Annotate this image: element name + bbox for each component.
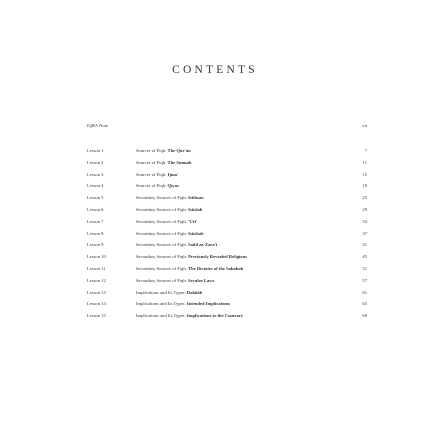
lesson-title-main: The Dictates of the Sahabah (188, 266, 244, 271)
lesson-title-prefix: Secondary Sources of Fiqh: (136, 207, 189, 212)
lesson-title-main: 'Urf (188, 218, 197, 224)
lesson-title-prefix: Secondary Sources of Fiqh: (136, 242, 189, 248)
lesson-title (136, 145, 191, 157)
lesson-page-number: 11 (362, 159, 367, 165)
lesson-page-number: 57 (362, 277, 367, 283)
lesson-number: Lesson 3 (87, 171, 104, 177)
lesson-title-main: Sadd az-Zara'i (188, 242, 218, 248)
lesson-title-main: Istislah (188, 207, 203, 212)
lesson-number: Lesson 14 (87, 301, 106, 307)
lesson-title (136, 287, 202, 299)
lesson-title (136, 263, 243, 275)
lesson-title (136, 310, 243, 322)
lesson-number: Lesson 15 (87, 313, 106, 319)
contents-heading: CONTENTS (172, 64, 258, 76)
toc-row (0, 275, 430, 287)
lesson-page-number: 25 (362, 195, 367, 201)
lesson-title (136, 216, 196, 228)
toc-row (0, 263, 430, 275)
lesson-title (136, 169, 178, 181)
lesson-title (136, 204, 202, 216)
toc-row (0, 239, 430, 251)
lesson-number: Lesson 2 (87, 159, 104, 165)
lesson-title-prefix: Sources of Fiqh: (136, 148, 168, 153)
lesson-page-number: 33 (362, 218, 367, 224)
lesson-page-number: 51 (362, 266, 367, 271)
lesson-number: Lesson 5 (87, 195, 104, 201)
lesson-title-prefix: Sources of Fiqh: (136, 159, 168, 165)
lesson-title (136, 180, 179, 192)
toc-row (0, 228, 430, 240)
toc-row (0, 157, 430, 169)
lesson-title (136, 157, 191, 169)
lesson-title (136, 228, 204, 240)
lesson-title-main: Implications to the Contrary (186, 313, 244, 319)
toc-row (0, 204, 430, 216)
lesson-page-number: 41 (362, 242, 367, 248)
lesson-title-main: Istihsan (188, 195, 204, 201)
lesson-title-prefix: Implications and Its Types: (136, 301, 187, 307)
lesson-page-number: 7 (364, 148, 367, 153)
lesson-page-number: 45 (362, 254, 367, 260)
lesson-page-number: 37 (362, 230, 367, 236)
lesson-title (136, 275, 214, 287)
toc-row (0, 169, 430, 181)
lesson-title (136, 251, 247, 263)
lesson-title-prefix: Implications and Its Types: (136, 313, 187, 319)
lesson-number: Lesson 9 (87, 242, 104, 248)
lesson-title-prefix: Secondary Sources of Fiqh: (136, 195, 189, 201)
lesson-title (136, 239, 217, 251)
lesson-page-number: 19 (362, 183, 367, 189)
lesson-title-prefix: Secondary Sources of Fiqh: (136, 266, 189, 271)
lesson-title-prefix: Sources of Fiqh: (136, 183, 168, 189)
lesson-title-prefix: Secondary Sources of Fiqh: (136, 254, 189, 260)
toc-row (0, 180, 430, 192)
lesson-title-main: Dalalah (186, 289, 203, 295)
lesson-title-main: Qiyas (167, 183, 179, 189)
lesson-number: Lesson 12 (87, 277, 106, 283)
lesson-title-main: Ijma' (167, 171, 179, 177)
lesson-number: Lesson 4 (87, 183, 104, 189)
lesson-number: Lesson 10 (87, 254, 106, 260)
lesson-number: Lesson 1 (87, 148, 104, 153)
toc-row (0, 287, 430, 299)
intro-page-number: vii (362, 123, 367, 128)
lesson-number: Lesson 8 (87, 230, 104, 236)
lesson-title (136, 298, 230, 310)
lesson-page-number: 61 (362, 289, 367, 295)
toc-row (0, 192, 430, 204)
toc-row (0, 145, 430, 157)
lesson-title (136, 192, 204, 204)
lesson-title-prefix: Sources of Fiqh: (136, 171, 168, 177)
lesson-title-prefix: Secondary Sources of Fiqh: (136, 277, 189, 283)
lesson-page-number: 15 (362, 171, 367, 177)
lesson-page-number: 69 (362, 313, 367, 319)
lesson-number: Lesson 7 (87, 218, 104, 224)
toc-row (0, 298, 430, 310)
lesson-number: Lesson 13 (87, 289, 106, 295)
toc-row (0, 310, 430, 322)
lesson-title-main: Secular Laws (188, 277, 215, 283)
lesson-page-number: 29 (362, 207, 367, 212)
lesson-title-main: The Qur'an (167, 148, 191, 153)
lesson-title-prefix: Implications and Its Types: (136, 289, 187, 295)
toc-intro-row (0, 120, 430, 132)
lesson-number: Lesson 6 (87, 207, 104, 212)
lesson-title-prefix: Secondary Sources of Fiqh: (136, 230, 189, 236)
lesson-title-main: Previously Revealed Religions (188, 254, 247, 260)
intro-label: IQRA Note (87, 123, 109, 128)
lesson-title-main: Istishab (188, 230, 204, 236)
lesson-page-number: 65 (362, 301, 367, 307)
lesson-number: Lesson 11 (87, 266, 106, 271)
lesson-title-main: The Sunnah (167, 159, 192, 165)
toc-row (0, 251, 430, 263)
toc-row (0, 216, 430, 228)
lesson-title-main: Intended Implications (186, 301, 231, 307)
lesson-title-prefix: Secondary Sources of Fiqh: (136, 218, 189, 224)
